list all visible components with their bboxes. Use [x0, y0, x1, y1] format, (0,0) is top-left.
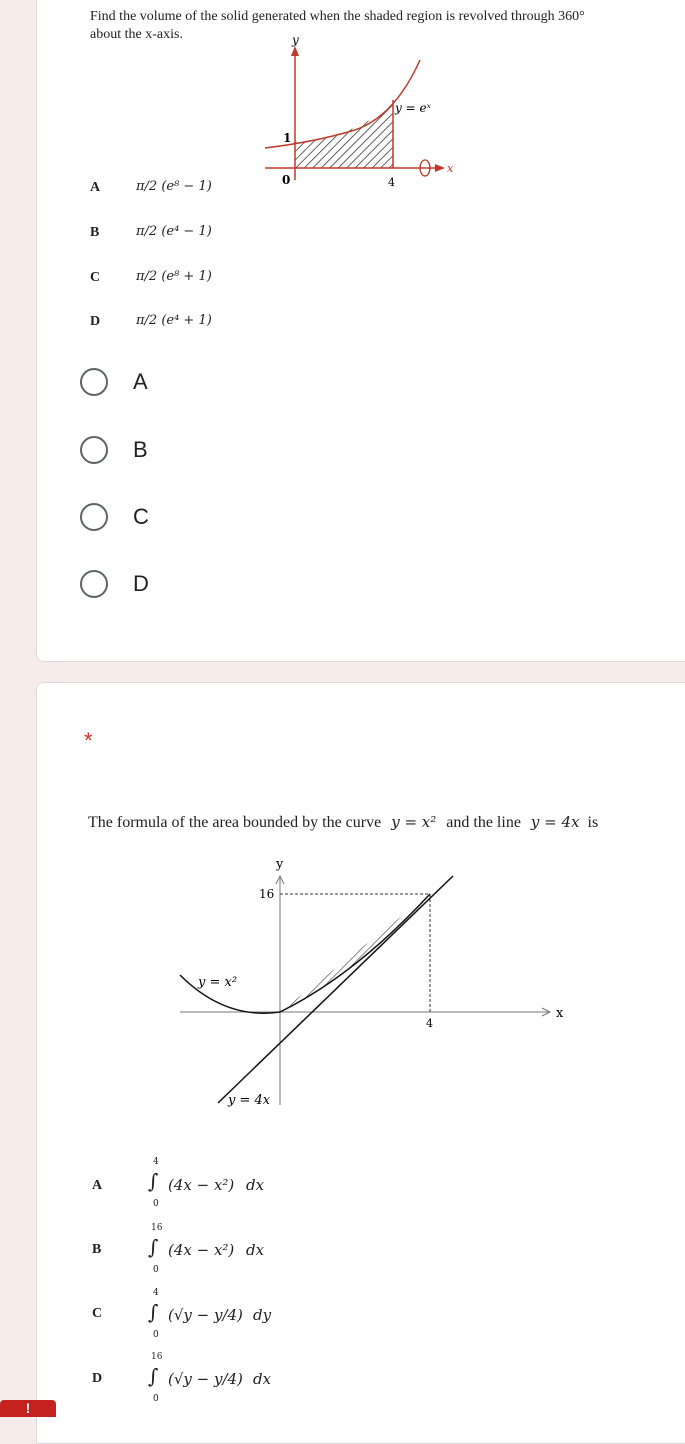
- q1-text-2: about the x-axis.: [90, 27, 183, 42]
- q2-line-label: y = 4x: [228, 1093, 271, 1108]
- q1-text: Find the volume of the solid generated when the shaded region is revolved through 360°: [90, 9, 585, 24]
- q2-option-c-expr: [148, 1288, 348, 1344]
- warning-badge[interactable]: !: [0, 1400, 56, 1417]
- q1-graph: [255, 30, 465, 200]
- lower-limit: 0: [153, 1199, 159, 1209]
- q1-tick-1: 1: [283, 131, 292, 145]
- differential: dy: [253, 1306, 272, 1324]
- radio-option-c[interactable]: [80, 499, 149, 535]
- integrand: (4x − x²): [168, 1241, 235, 1259]
- q2-curve: y = x²: [391, 813, 437, 831]
- required-asterisk: *: [84, 728, 93, 753]
- q2-text-before: The formula of the area bounded by the curve: [88, 814, 382, 831]
- upper-limit: 16: [151, 1223, 163, 1233]
- q2-text-end: is: [587, 814, 599, 831]
- lower-limit: 0: [153, 1265, 159, 1275]
- q2-text: [88, 813, 598, 832]
- q1-option-d-letter: D: [90, 314, 101, 329]
- radio-option-a[interactable]: [80, 364, 148, 400]
- integrand: (4x − x²): [168, 1176, 235, 1194]
- radio-label-a: A: [133, 369, 148, 394]
- radio-circle-icon[interactable]: [80, 368, 108, 396]
- q1-option-a-letter: A: [90, 180, 101, 195]
- upper-limit: 4: [153, 1157, 159, 1167]
- integral-sign: ∫: [148, 1169, 159, 1193]
- q2-option-b-letter: B: [92, 1242, 102, 1257]
- q1-x-label: x: [447, 162, 454, 175]
- differential: dx: [253, 1370, 272, 1388]
- radio-option-b[interactable]: [80, 432, 148, 468]
- upper-limit: 16: [151, 1352, 163, 1362]
- integral-sign: ∫: [148, 1364, 159, 1388]
- radio-label-d: D: [133, 571, 149, 596]
- q2-tick-4: 4: [426, 1017, 433, 1030]
- q2-option-a-expr: [148, 1157, 348, 1213]
- q1-curve-label: y = eˣ: [395, 101, 431, 115]
- radio-circle-icon[interactable]: [80, 503, 108, 531]
- q2-option-a-letter: A: [92, 1178, 103, 1193]
- q2-graph: [170, 850, 580, 1115]
- q1-tick-4: 4: [388, 176, 395, 189]
- q2-curve-label: y = x²: [198, 975, 238, 990]
- q2-text-mid: and the line: [446, 814, 521, 831]
- integral-sign: ∫: [148, 1300, 159, 1324]
- q1-option-d-expr: π/2 (e⁴ + 1): [136, 313, 212, 328]
- q1-option-a-expr: π/2 (e⁸ − 1): [136, 179, 212, 194]
- q2-line: y = 4x: [530, 813, 580, 831]
- q1-y-label: y: [292, 33, 299, 47]
- radio-circle-icon[interactable]: [80, 570, 108, 598]
- q2-shaded-region: [280, 894, 430, 1012]
- integrand: (√y − y/4): [168, 1306, 243, 1324]
- q1-option-b-expr: π/2 (e⁴ − 1): [136, 224, 212, 239]
- q1-origin: 0: [282, 173, 291, 187]
- lower-limit: 0: [153, 1394, 159, 1404]
- differential: dx: [246, 1241, 265, 1259]
- q2-option-c-letter: C: [92, 1306, 103, 1321]
- integrand: (√y − y/4): [168, 1370, 243, 1388]
- integral-sign: ∫: [148, 1235, 159, 1259]
- q2-option-d-letter: D: [92, 1371, 103, 1386]
- q1-option-b-letter: B: [90, 225, 100, 240]
- q2-y-label: y: [276, 857, 284, 872]
- q2-tick-16: 16: [259, 887, 275, 901]
- radio-label-b: B: [133, 437, 148, 462]
- q2-x-label: x: [556, 1006, 564, 1021]
- q2-line-4x: [218, 876, 453, 1103]
- radio-label-c: C: [133, 504, 149, 529]
- lower-limit: 0: [153, 1330, 159, 1340]
- q1-option-c-expr: π/2 (e⁸ + 1): [136, 269, 212, 284]
- differential: dx: [246, 1176, 265, 1194]
- upper-limit: 4: [153, 1288, 159, 1298]
- q2-option-b-expr: [148, 1223, 348, 1279]
- radio-option-d[interactable]: [80, 566, 149, 602]
- q1-shaded-region: [295, 100, 393, 168]
- q2-option-d-expr: [148, 1352, 348, 1408]
- radio-circle-icon[interactable]: [80, 436, 108, 464]
- q1-option-c-letter: C: [90, 270, 101, 285]
